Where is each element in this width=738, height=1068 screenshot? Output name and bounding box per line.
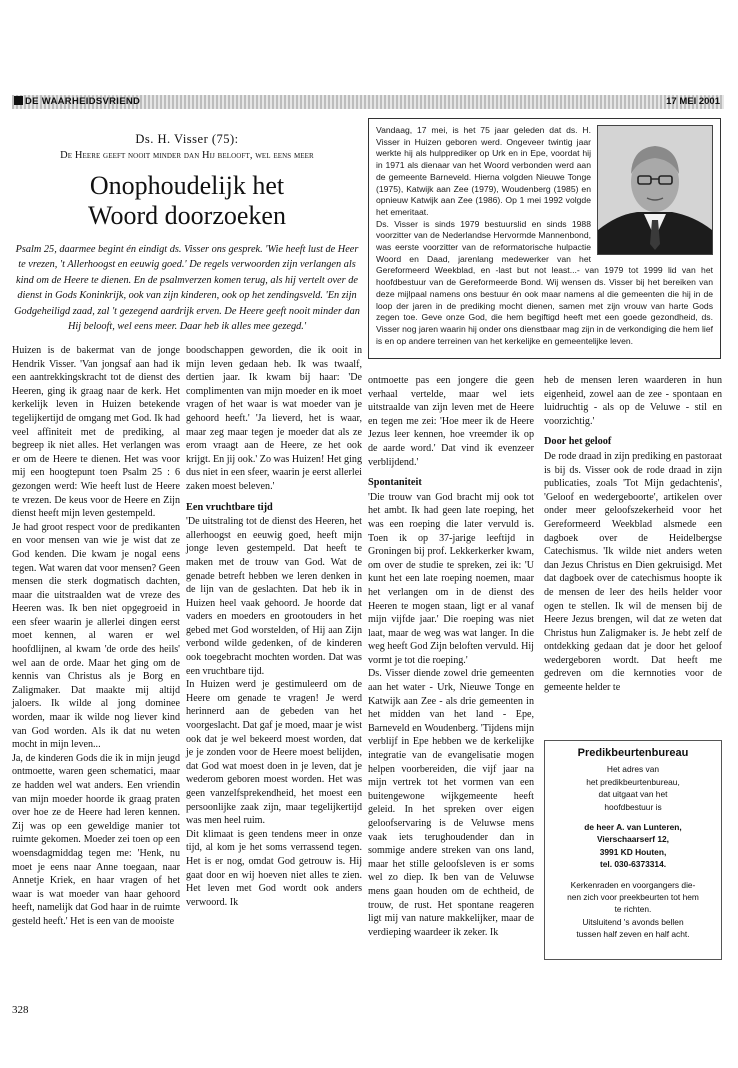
contact-city: 3991 KD Houten, bbox=[599, 846, 667, 857]
column-2-paragraph-3: In Huizen werd je gestimuleerd om de Heere om genade te vragen! Je werd herinnerd aan de gebeden van het voorgeslacht. Dat gaf je moed, maar je wist ook dat je wel bekeerd moest worden, dat je je zonden voor de Heere moest belijden, dat God wat moest doen in je leven, dat je wederom geboren moest worden. Het was geen vanzelfsprekendheid, het moest een persoonlijke zaak zijn, maar tegelijkertijd was men heel ruim. bbox=[186, 679, 362, 827]
predikbeurtenbureau-box bbox=[544, 740, 722, 960]
contact-name: de heer A. van Lunteren, bbox=[584, 822, 682, 833]
infobox-line: Het adres van bbox=[606, 764, 660, 775]
biography-sidebar bbox=[368, 118, 721, 359]
column-1-paragraph-3: Ja, de kinderen Gods die ik in mijn jeugd ontmoette, waren geen schematici, maar ze hadden wel wat anders. Een vriendin van mijn moeder hoorde ik graag praten over hoe ze de Heere had leren kennen. Zij was op een geweldige manier tot ruimte gekomen. Moeder zei toen op een woensdagmiddag tegen me: 'Henk, nu moet je eens naar Anne toegaan, naar Annetje Kriek, en haar vragen of het waar is wat moeder van haar gehoord heeft, namelijk dat God haar in de ruimte gesteld heeft.' Het is een van de mooiste bbox=[12, 752, 180, 927]
publication-masthead bbox=[14, 95, 140, 109]
column-1-paragraph-2: Je had groot respect voor de predikanten en voor mensen van wie je wist dat ze God kenden. Die kwam je nogal eens tegen. Wat waren dat voor mensen? Geen mensen die sterk dogmatisch dachten, maar die uitstraalden wat de vreze des Heeren was. Ik ben niet opgegroeid in een sfeer waarin je allerlei dingen eerst moet kennen, al waren er wel hoofdlijnen, al kwam 'de orde des heils' wel aan de orde. Maar het ging om de kennis van Christus als je Borg en Zaligmaker. Dat maakte mij altijd jaloers. Ik wilde al jong dominee worden, maar ik wilde nog liever kind van God worden. Als ik dat nu weten mocht in mijn leven... bbox=[12, 521, 180, 751]
column-3-paragraph-3: Ds. Visser diende zowel drie gemeenten aan het water - Urk, Nieuwe Tonge en Katwijk aan Zee - als drie gemeenten in het midden van het land - Epe, Barneveld en Woudenberg. 'Tijdens mijn verblijf in Epe hebben we de kerkelijke integratie van de evangelisatie mogen helpen voorbereiden, die vijf jaar na mijn vertrek tot het vormen van een buitengewone wijkgemeente heeft geleid. In het spreken over eigen geloofservaring is de Veluwse mens vaak iets terughoudender dan in sommige andere streken van ons land, maar het stille geloofsleven is er soms wel zo diep. Ik ben van de Veluwse mens gaan houden om de echtheid, de trouw, de rust. Het spontane reageren ligt mij van nature makkelijker, maar de verdieping waardeer ik zeker. Ik bbox=[368, 668, 534, 938]
infobox-title: Predikbeurtenbureau bbox=[577, 747, 689, 759]
column-2 bbox=[186, 344, 362, 909]
contact-street: Vierschaarserf 12, bbox=[596, 834, 670, 845]
column-2-paragraph-2: 'De uitstraling tot de dienst des Heeren, het allerhoogst en eeuwig goed, heeft mijn jonge leven gestempeld. Dat heeft te maken met de trouw van God. Wat de genade betreft hebben we leren denken in de lijn van de geslachten. Dat heb ik in Huizen heel vaak gehoord. Je hoorde dat vaders en moeders en grootouders in het gebed met God worstelden, of Hij aan Zijn verbond wilde gedenken, of de kinderen ook toegebracht mochten worden. Dat was een vruchtbare tijd. bbox=[186, 516, 362, 677]
column-4-paragraph-1: heb de mensen leren waarderen in hun eigenheid, zowel aan de zee - spontaan en luidruchtig - als op de Veluwe - stil en voorzichtig.' bbox=[544, 375, 722, 427]
column-2-paragraph-1: boodschappen geworden, die ik ooit in mijn leven gedaan heb. Ik was twaalf, dertien jaar. Ik kwam bij haar: 'De complimenten van mijn moeder en ik moet vragen of het waar is wat moeder van je gehoord heeft.' 'Ja lieverd, het is waar, maar zeg maar tegen je moeder dat als ze erom vraagt aan de Heere, ze het ook krijgt. En jij ook.' Zo was Huizen! Het ging dus niet in een sfeer, waarin je eerst allerlei zaken moest beleven.' bbox=[186, 345, 362, 492]
column-1-paragraph-1: Huizen is de bakermat van de jonge Hendrik Visser. 'Van jongsaf aan had ik een aantrekkingskracht tot de dienst des Heeren, ging ik graag naar de kerk. Het kerkelijk leven in Huizen betekende tegelijkertijd de omgang met God. Ik had veel affiniteit met de prediking, al begreep ik niet alles. Het verlangen was er om de Heere te dienen. Het was voor mij een hoogtepunt toen Psalm 25 : 6 gezongen werd: Wie heeft lust de Heere te vrezen. De keus voor de Heere en Zijn dienst heeft mijn leven gestempeld. bbox=[12, 345, 180, 520]
title-block bbox=[12, 132, 362, 231]
column-4-paragraph-2: De rode draad in zijn prediking en pastoraat is bij ds. Visser ook de rode draad in zijn publicaties, zoals 'Tot Mijn gedachtenis', 'Geloof en wedergeboorte', artikelen over onder meer geloofszekerheid voor het Gereformeerd Weekblad alsmede een dagboek over de Heidelbergse Catechismus. 'Ik wilde niet anders weten dan Jezus Christus en Dien gekruisigd. Met dat dagboek over de catechismus hoopte ik de mensen de leer des heils helder voor ogen te stellen. Ik wil de mensen bij de Heere Jezus brengen, wil dat ze weten dat Christus hun Zaligmaker is. Je hebt zelf de ontdekking gedaan dat je door het geloof wedergeboren wordt. Dat heeft me gedreven om die kernnoties voor de gemeente helder te bbox=[544, 450, 722, 694]
sidebar-paragraph-1: Vandaag, 17 mei, is het 75 jaar geleden dat ds. H. Visser in Huizen geboren werd. Ongeveer twintig jaar werkte hij als hulpprediker op Urk en in Epe, voordat hij in 1971 als dienaar van het Woord verbonden werd aan de gemeente Barneveld. Hierna volgden Nieuwe Tonge (1975), Katwijk aan Zee (1979), Woudenberg (1985) en opnieuw Katwijk aan Zee (1986). Op 1 mei 1992 volgde het emeritaat. bbox=[376, 125, 591, 217]
infobox-note: te richten. bbox=[614, 904, 652, 915]
article-intro: Psalm 25, daarmee begint én eindigt ds. Visser ons gesprek. 'Wie heeft lust de Heer te vrezen, 't Allerhoogst en eeuwig goed.' De regels verwoorden zijn verlangen als kind om de Heere te dienen. En de psalmverzen komen terug, als hij vertelt over de dienst in Gods Koninkrijk, ook van zijn kinderen, ook op het zendingsveld. 'En zijn Godgeheiligd zaad, zal 't gezegend aardrijk erven. De Heere geeft nooit minder dan Hij belooft, wel eens meer. Daar heb ik alles mee gezegd.' bbox=[14, 244, 360, 333]
section-heading-vruchtbare-tijd: Een vruchtbare tijd bbox=[186, 501, 273, 513]
headline-line-1: Onophoudelijk het bbox=[89, 171, 285, 200]
column-2-paragraph-4: Dit klimaat is geen tendens meer in onze tijd, al kom je het soms verrassend tegen. Het is er nog, omdat God getrouw is. Hij gaat door en wij hoeven niet alles te zien. Het leven met God wordt ook anders verwoord. Ik bbox=[186, 828, 362, 908]
infobox-line: dat uitgaat van het bbox=[598, 789, 668, 800]
header-band bbox=[12, 95, 724, 109]
section-heading-door-het-geloof: Door het geloof bbox=[544, 436, 612, 448]
byline-subtitle: De Heere geeft nooit minder dan Hij belooft, wel eens meer bbox=[60, 150, 314, 161]
infobox-line: hoofdbestuur is bbox=[604, 801, 662, 812]
publication-name: DE WAARHEIDSVRIEND bbox=[25, 96, 141, 107]
infobox-note: Kerkenraden en voorgangers die- bbox=[570, 879, 696, 890]
byline: Ds. H. Visser (75): bbox=[135, 132, 239, 146]
section-heading-spontaniteit: Spontaniteit bbox=[368, 477, 422, 489]
infobox-line: het predikbeurtenbureau, bbox=[586, 776, 680, 787]
column-4 bbox=[544, 374, 722, 695]
infobox-note: tussen half zeven en half acht. bbox=[576, 929, 690, 940]
infobox-note: nen zich voor preekbeurten tot hem bbox=[567, 892, 699, 903]
headline bbox=[12, 171, 362, 231]
issue-date: 17 MEI 2001 bbox=[666, 96, 720, 107]
masthead-logo-icon bbox=[14, 96, 23, 105]
sidebar-paragraph-2: Ds. Visser is sinds 1979 bestuurslid en sinds 1988 voorzitter van de Nederlandse Hervormde Mannenbond, was eerste voorzitter van de reformatorische hulpactie Woord en Daad, jarenlang medewerker van het Gereformeerd Weekblad, en -last but not least...- van 1979 tot 1999 lid van het hoofdbestuur van de Gereformeerde Bond. Wij wensen ds. Visser bij het bereiken van deze mijlpaal namens ons bestuur én ook maar namens al die gemeenten die hij in de loop der jaren in de prediking mocht dienen, samen met zijn vrouw van harte Gods zegen toe. Geve onze God, die hem begiftigd heeft met een goede gezondheid, ds. Visser nog jaren waarin hij onder ons dienstbaar mag zijn in de verkondiging die hem lief is en op andere terreinen van het kerkelijke en gemeentelijke leven. bbox=[376, 218, 713, 346]
column-3-paragraph-1: ontmoette pas een jongere die geen verhaal vertelde, maar wel iets uitstraalde van zijn leven met de Heere en tegen me zei: 'Hoe meer ik de Heere Jezus leer kennen, hoe vreemder ik op de aarde word.' Dat vind ik evenzeer verblijdend.' bbox=[368, 375, 534, 468]
column-3-paragraph-2: 'Die trouw van God bracht mij ook tot het ambt. Ik had geen late roeping, het was een roeping die later vervuld is. Toen ik op 37-jarige leeftijd in Groningen bij prof. Lekkerkerker kwam, om over de studie te spreken, zei ik: 'U kunt het een late roeping noemen, maar het verlangen om in de dienst des Heeren te mogen staan, ligt er al vanaf mijn vijfde jaar.' Die roeping was niet laat, maar de weg was wat langer. In die weg heeft God Zijn beloften vervuld. Hij vormt je tot die roeping.' bbox=[368, 491, 534, 666]
column-3 bbox=[368, 374, 534, 939]
infobox-note: Uitsluitend 's avonds bellen bbox=[582, 916, 684, 927]
column-1 bbox=[12, 344, 180, 929]
page-number: 328 bbox=[12, 1004, 29, 1016]
portrait-illustration bbox=[598, 126, 712, 254]
headline-line-2: Woord doorzoeken bbox=[88, 201, 286, 230]
portrait-photo bbox=[597, 125, 713, 255]
contact-phone: tel. 030-6373314. bbox=[599, 859, 667, 870]
